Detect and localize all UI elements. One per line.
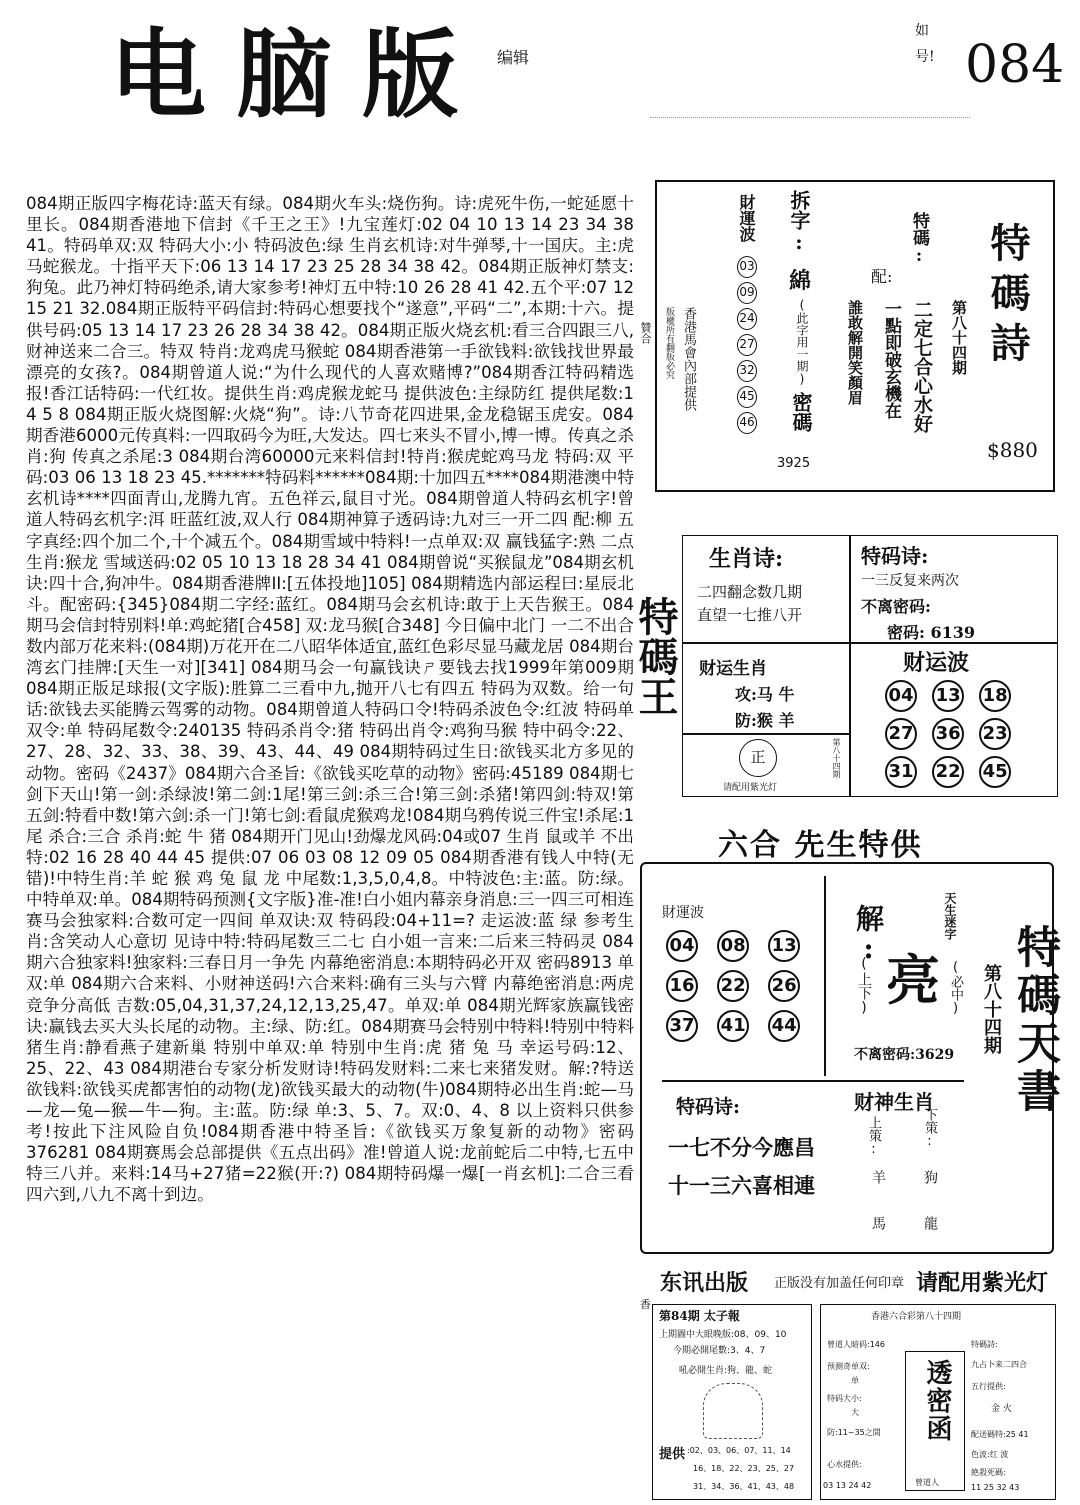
taizi-line-3: 31、34、36、41、43、48: [693, 1482, 795, 1491]
secret-p4: 色波:红 波: [971, 1450, 1009, 1459]
box2-side-title: 特碼王: [632, 596, 679, 716]
wave-ball: 22: [717, 970, 749, 1002]
wave-ball: 46: [737, 412, 757, 434]
wave-ball: 08: [717, 930, 749, 962]
poem-line-a: 誰敢解開笑顏眉: [846, 300, 864, 405]
box2-vdivider: [849, 536, 851, 796]
taizi-prev: 上期圖中大眼晚版:08、09、10: [659, 1330, 787, 1340]
box3-hdivider: [662, 1080, 964, 1082]
uv-footer-note: 请配用紫光灯: [916, 1270, 1049, 1296]
wave-ball: 45: [979, 756, 1011, 788]
secret-r2v: 单: [851, 1376, 859, 1385]
riddle-char: 亮: [886, 948, 940, 1012]
up-label: 上策:: [866, 1116, 881, 1157]
down-label: 下策:: [922, 1108, 937, 1149]
box3-vdivider: [824, 876, 826, 1076]
wave-ball: 45: [737, 386, 757, 408]
attack-zodiac: 攻:马 牛: [735, 685, 795, 704]
header-note-1: 如: [915, 23, 929, 39]
secret-r3: 特码大小:: [827, 1394, 862, 1403]
code-number: 3925: [777, 456, 811, 471]
wave-ball: 36: [932, 718, 964, 750]
wave-ball: 41: [717, 1010, 749, 1042]
secret-r2: 预测奇单双:: [827, 1362, 870, 1371]
tm-line-2: 不离密码:: [861, 597, 931, 616]
tm-code: 密码: 6139: [887, 623, 976, 642]
issue-number: 084: [965, 35, 1065, 95]
sx-label: 生肖诗:: [709, 546, 784, 572]
secret-r3v: 大: [851, 1408, 859, 1417]
wave-ball: 27: [737, 334, 757, 356]
box3-period: 第八十四期: [981, 964, 1002, 1054]
secret-p1v: 九占卜来二四合: [971, 1360, 1027, 1369]
wave-ball: 26: [768, 970, 800, 1002]
wave-ball: 31: [885, 756, 917, 788]
chaizi-char: 綿: [789, 268, 812, 294]
box1-sponsor: 贊合: [639, 322, 652, 344]
taizi-line-1: :02、03、06、07、11、14: [687, 1446, 791, 1455]
wave-ball: 13: [768, 930, 800, 962]
tema-king-box: [682, 535, 1058, 797]
box1-side-text: 香港馬會內部提供: [681, 307, 696, 411]
poem-pei: 配:: [871, 267, 893, 286]
book-box: [640, 862, 1060, 1254]
poem-line-b: 一點即破玄機在: [881, 300, 901, 419]
secret-r4: 防:11~35之間: [827, 1428, 881, 1437]
secret-p1: 特碼詩:: [971, 1340, 998, 1349]
chaizi-note: (此字用一期): [795, 298, 809, 386]
wave-ball: 04: [885, 680, 917, 712]
secret-p5v: 11 25 32 43: [971, 1483, 1020, 1492]
stamp-note: 正版没有加盖任何印章: [774, 1276, 905, 1291]
cy-wave-label: 财运波: [903, 650, 970, 676]
jie-note: (上下): [856, 956, 872, 1016]
secret-header: 香港六合彩第八十四期: [871, 1312, 962, 1322]
secret-letter-box: [820, 1304, 1056, 1500]
poem-label: 特碼:: [909, 212, 929, 266]
box1-wave-list: [737, 256, 757, 438]
taizi-title: 第84期 太子報: [659, 1309, 740, 1323]
official-seal: 正: [739, 739, 777, 777]
box2-hdivider: [683, 642, 1057, 644]
cs-label: 财神生肖: [854, 1090, 934, 1114]
box1-price: $880: [987, 438, 1038, 462]
wave-ball: 04: [666, 930, 698, 962]
main-article: 084期正版四字梅花诗:蓝天有绿。084期火车头:烧伤狗。诗:虎死牛伤,一蛇延愿十里长。084期香港地下信封《千王之王》!九宝莲灯:02 04 10 13 14 23 34 38 41。特码单双:双 特码大小:小 特码波色:绿 生肖玄机诗:对牛弹琴,十一国庆。主:虎马蛇猴龙。十指平天下:06 13 14 17 23 25 28 34 38 42。084期正版神灯禁支:狗兔。此乃神灯特码绝杀,请大家参考!神灯五中特:10 26 28 41 42.五个平:07 12 15 21 32.084期正版特平码信封:特码心想要找个“遂意”,平码“二”,本期:十六。提供号码:05 13 14 17 23 26 28 34 38 42。084期正版火烧玄机:看三合四跟三八,财神送来二合三。特双 特肖:龙鸡虎马猴蛇 084期香港第一手欲钱料:欲钱找世界最漂亮的女孩?。084期曾道人说:“为什么现代的人喜欢赌博?”084期香江特码精选报!香江话特码:一代红妆。提供生肖:鸡虎猴龙蛇马 提供波色:主绿防红 提供尾数:1 4 5 8 084期正版火烧图解:火烧“狗”。诗:八节奇花四进果,金龙稳锯玉虎安。084期香港6000元传真料:一四取码今为旺,大发达。四七来头不冒小,博一博。传真之杀肖:狗 传真之杀尾:3 084期台湾60000元来料信封!特肖:猴虎蛇鸡马龙 特码:双 平码:03 06 13 18 23 45.*******特码料******084期:十加四五****084期港澳中特玄机诗****四面青山,龙腾九宵。五色祥云,鼠目寸光。084期曾道人特码玄机字!曾道人特码玄机字:洱 旺蓝红波,双人行 084期神算子透码诗:九对三一开二四 配:柳 五字真经:四个加二个,十个减五个。084期雪域中特料!一点单双:双 赢钱猛字:熟 二点生肖:猴龙 雪域送码:02 05 10 13 18 28 34 41 084期曾说“买猴鼠龙”084期玄机诀:四十合,狗冲牛。084期香港牌II:[五体投地]105] 084期精选内部运程曰:星辰北斗。配密码:{345}084期二字经:蓝红。084期马会玄机诗:敢于上天告猴王。084期马会信封特别料!单:鸡蛇猪[合458] 双:龙马猴[合348] 今日偏中北门 一二不出合数内部万花来料:(084期)万花开在二八昭华体适宜,蓝红色彩尽显马藏龙居 084期台湾玄门挂牌:[天生一对][341] 084期马会一句赢钱诀ㄕ要钱去找1999年第009期 084期正版足球报(文字版):胜算二三看中九,抛开八七有四五 特码为双数。给一句话:欲钱去买能腾云驾雾的动物。084期曾道人特码口令!特码杀波色令:红波 特码单双令:单 特码尾数令:240135 特码杀肖令:猪 特码出肖令:鸡狗马猴 特中码令:22、27、28、32、33、38、39、43、44、49 084期特码过生日:欲钱买北方多见的动物。密码《2437》084期六合圣旨:《欲钱买吃草的动物》密码:45189 084期七剑下天山!第一剑:杀绿波!第二剑:1尾!第三剑:杀三合!第三剑:杀猪!第四剑:特双!第五剑:特看中数!第六剑:杀一门!第七剑:看鼠虎猴鸡龙!084期乌鸦传说三件宝!杀尾:1尾 杀合:三合 杀肖:蛇 牛 猪 084期开门见山!劲爆龙风码:04或07 生肖 鼠或羊 不出特:02 16 28 40 44 45 提供:07 06 03 08 12 09 05 084期香港有钱人中特(无错)!中特生肖:羊 蛇 猴 鸡 兔 鼠 龙 中尾数:1,3,5,0,4,8。中特波色:主:蓝。防:绿。中特单双:单。084期特码预测{文字版}准-准!白小姐内幕亲身消息:三一四三可相连 赛马会独家料:合数可定一四间 单双诀:双 特码段:04+11=? 走运波:蓝 绿 参考生肖:含笑动人心意切 见诗中特:特码尾数三二七 白小姐一言来:二后来三特码灵 084期六合独家料!独家料:三春日月一争先 内幕绝密消息:本期特码必开双 密码8913 单双:单 084期六合来料、小财神送码!六合来料:确有三头与六臂 内幕绝密消息:两虎竞争分高低 吉数:05,04,31,37,24,12,13,25,47。单双:单 084期光辉家族赢钱密诀:赢钱去买大头长尾的动物。主:绿、防:红。084期赛马会特别中特料!特别中特料猪生肖:静看燕子建新巢 特别中单双:单 特别中生肖:虎 猪 兔 马 幸运号码:12、25、22、43 084期港台专家分析发财诗!特码发财料:二来七来猪发财。解:?特送欲钱料:欲钱买虎都害怕的动物(龙)欲钱买最大的动物(牛)084期特必出生肖:蛇—马—龙—兔—猴—牛—狗。主:蓝。防:绿 单:3、5、7。双:0、4、8 以上资料只供参考!按此下注风险自负!084期香港中特圣旨:《欲钱买万象复新的动物》密码376281 084期赛馬会总部提供《五点出码》准!曾道人说:龙前蛇后二中特,七五中特三八并。来料:14马+27猪=22猴(开:?) 084期特码爆一爆[一肖玄机]:二合三看四六到,八九不离十到边。: [26, 194, 634, 1205]
box1-period: 第八十四期: [950, 300, 968, 375]
cy-wave-grid: [885, 680, 1025, 788]
taizi-line-2: 16、18、22、23、25、27: [693, 1464, 795, 1473]
box3-poem-line-1: 一七不分今應昌: [668, 1135, 815, 1160]
riddle-note: (必中): [948, 960, 963, 1016]
tm-line-1: 一三反复来两次: [861, 573, 959, 589]
sx-line-2: 直望一七推八开: [697, 606, 803, 624]
riddle-code: 不离密码:3629: [854, 1047, 955, 1063]
taizi-tail: 今期必開尾數:3、4、7: [673, 1346, 766, 1356]
secret-r1: 曾道人暗码:146: [827, 1340, 885, 1349]
secret-seal: 透密函: [922, 1359, 952, 1443]
secret-p3: 配送碼特:25 41: [971, 1430, 1029, 1439]
header-note-2: 号!: [915, 49, 935, 65]
box2-hdivider-2: [683, 733, 849, 735]
box3-poem-line-2: 十一三六喜相連: [668, 1173, 815, 1198]
taizi-side: 香: [640, 1298, 651, 1311]
chaizi-code-label: 密碼: [789, 392, 813, 432]
box3-poem-label: 特码诗:: [676, 1096, 741, 1118]
wave-ball: 03: [737, 256, 757, 278]
tema-poem-box: [639, 180, 1055, 492]
taizi-provide: 提供: [659, 1447, 686, 1462]
box3-wave-grid: [666, 930, 836, 1042]
cy-label: 财运生肖: [699, 659, 767, 679]
uv-note: 请配用紫光灯: [723, 783, 778, 793]
tm-label: 特码诗:: [861, 544, 929, 568]
secret-p2: 五行提供:: [971, 1382, 1006, 1391]
wave-ball: 18: [979, 680, 1011, 712]
editor-label: 编辑: [497, 48, 530, 67]
wave-ball: 32: [737, 360, 757, 382]
publisher: 东讯出版: [660, 1270, 749, 1296]
wave-ball: 44: [768, 1010, 800, 1042]
taizi-illustration: [703, 1383, 763, 1439]
down-zodiacs: 狗 龍: [922, 1170, 938, 1238]
secret-p2v: 金 火: [991, 1404, 1012, 1414]
riddle-label: 天生迷字: [943, 892, 957, 940]
wave-ball: 27: [885, 718, 917, 750]
jie-label: 解:: [852, 904, 885, 965]
wave-ball: 16: [666, 970, 698, 1002]
secret-r5v: 03 13 24 42: [823, 1481, 872, 1490]
box1-copyright: 版權所有翻版必究: [664, 307, 674, 379]
wave-ball: 13: [932, 680, 964, 712]
wave-ball: 37: [666, 1010, 698, 1042]
wave-ball: 23: [979, 718, 1011, 750]
poem-line-c: 二定七合心水好: [911, 300, 933, 433]
box1-wave-label: 財運波: [737, 194, 756, 242]
up-zodiacs: 羊 馬: [870, 1170, 886, 1238]
box3-title: 六合 先生特供: [718, 828, 923, 863]
secret-seal-sub: 曾道人: [915, 1478, 939, 1487]
chaizi-label: 拆字:: [787, 190, 811, 254]
box3-big-title: 特碼天書: [1009, 924, 1060, 1116]
taizi-box: [652, 1304, 812, 1500]
page-title: 电脑版: [110, 18, 488, 131]
header-divider: [650, 117, 970, 118]
box1-big-title: 特碼詩: [984, 222, 1031, 372]
secret-r5: 心水提供:: [827, 1460, 862, 1469]
sx-line-1: 二四翻念数几期: [697, 583, 803, 601]
wave-ball: 22: [932, 756, 964, 788]
defend-zodiac: 防:猴 羊: [735, 711, 795, 730]
wave-ball: 09: [737, 282, 757, 304]
wave-ball: 24: [737, 308, 757, 330]
taizi-zodiac: 吼必開生肖:狗、龍、蛇: [679, 1366, 773, 1376]
box3-wave-label: 財運波: [662, 905, 704, 921]
secret-p5: 絶殺死碼:: [971, 1468, 1006, 1477]
box2-period: 第八十四期: [832, 738, 841, 778]
